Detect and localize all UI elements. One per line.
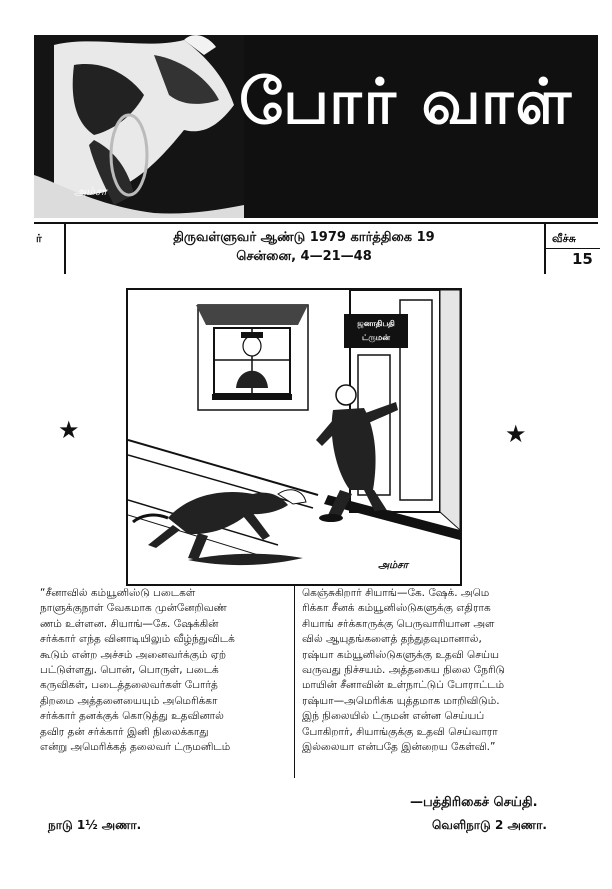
issue-number: 15 [572, 250, 593, 268]
left-line: என்று அமெரிக்கத் தலைவர் ட்ருமனிடம் [40, 741, 231, 754]
column-divider [294, 586, 295, 778]
star-right-icon: ★ [505, 420, 527, 448]
issue-label: வீச்சு [552, 232, 576, 245]
door-nameplate [344, 314, 408, 348]
right-line: கெஞ்சுகிறார் சியாங்—கே. ஷேக். அமெ [302, 587, 490, 599]
right-line: வருவது நிச்சயம். அத்தகைய நிலை நேரிடு [302, 664, 505, 677]
article-right-column [302, 586, 550, 755]
article-left-column [40, 586, 288, 755]
place-and-date: சென்னை, 4—21—48 [236, 249, 372, 264]
right-line: ரிக்கா சீனக் கம்யூனிஸ்டுகளுக்கு எதிராக [302, 602, 491, 615]
strip-left-cell [34, 224, 66, 274]
issue-number-cell [544, 224, 600, 274]
left-line: நாளுக்குநாள் வேகமாக முன்னேறிவண் [40, 602, 227, 615]
issue-info-strip [34, 222, 598, 274]
political-cartoon [126, 288, 462, 586]
right-line: இல்லையா என்பதே இன்றைய கேள்வி.” [302, 741, 496, 754]
newspaper-title: போர் வாள் [239, 65, 574, 138]
left-line: ணம் உள்ளன. சியாங்—கே. ஷேக்கின் [40, 617, 219, 630]
left-line: தவிர தன் சர்க்கார் இனி நிலைக்காது [40, 725, 209, 738]
issue-divider [546, 248, 600, 249]
tamil-year-date: திருவள்ளுவர் ஆண்டு 1979 கார்த்திகை 19 [173, 230, 435, 245]
right-line: ரஷ்யா—அமெரிக்க யுத்தமாக மாறிவிடும். [302, 694, 500, 707]
right-line: மாயின் சீனாவின் உள்நாட்டுப் போராட்டம் [302, 679, 505, 692]
left-line: சர்க்கார் தனக்குக் கொடுத்து உதவினால் [40, 710, 224, 723]
masthead-artist-signature: அம்சா [74, 185, 107, 198]
news-article [40, 586, 562, 796]
cartoon-artist-signature: அம்சா [378, 560, 408, 571]
star-left-icon: ★ [58, 416, 80, 444]
cartoon-drawing [128, 290, 460, 584]
price-abroad: வெளிநாடு 2 அணா. [432, 818, 547, 832]
right-line: சியாங் சர்க்காருக்கு பெருவாரியான அள [302, 617, 495, 630]
left-line: சர்க்கார் எந்த வினாடியிலும் வீழ்ந்துவிடக் [40, 633, 235, 646]
door-sign-line2: ட்ருமன் [362, 333, 390, 342]
masthead-banner [34, 35, 598, 218]
right-line: போகிறார், சியாங்குக்கு உதவி செய்வாரா [302, 725, 498, 738]
right-line: வில் ஆயுதங்களைத் தந்துதவுமானால், [302, 633, 482, 646]
left-line: பட்டுள்ளது. பொன், பொருள், படைக் [40, 664, 219, 677]
left-line: கருவிகள், படைத்தலைவர்கள் போர்த் [40, 679, 218, 692]
right-line: ரஷ்யா கம்யூனிஸ்டுகளுக்கு உதவி செய்ய [302, 648, 500, 661]
right-line: இந் நிலையில் ட்ருமன் என்ன செய்யப் [302, 710, 485, 723]
door-sign-line1: ஜனாதிபதி [357, 319, 395, 328]
left-line: திறமை அத்தனையையும் அமெரிக்கா [40, 694, 218, 707]
left-line: “சீனாவில் கம்யூனிஸ்டு படைகள் [40, 587, 196, 599]
strip-left-fragment: ர் [36, 232, 42, 245]
strip-date-cell [64, 224, 544, 274]
news-source-credit: —பத்திரிகைச் செய்தி. [410, 795, 538, 810]
left-line: கூடும் என்ற அச்சம் அனைவர்க்கும் ஏற் [40, 648, 227, 661]
price-local: நாடு 1½ அணா. [48, 818, 142, 832]
horse-rider-illustration [34, 35, 244, 218]
